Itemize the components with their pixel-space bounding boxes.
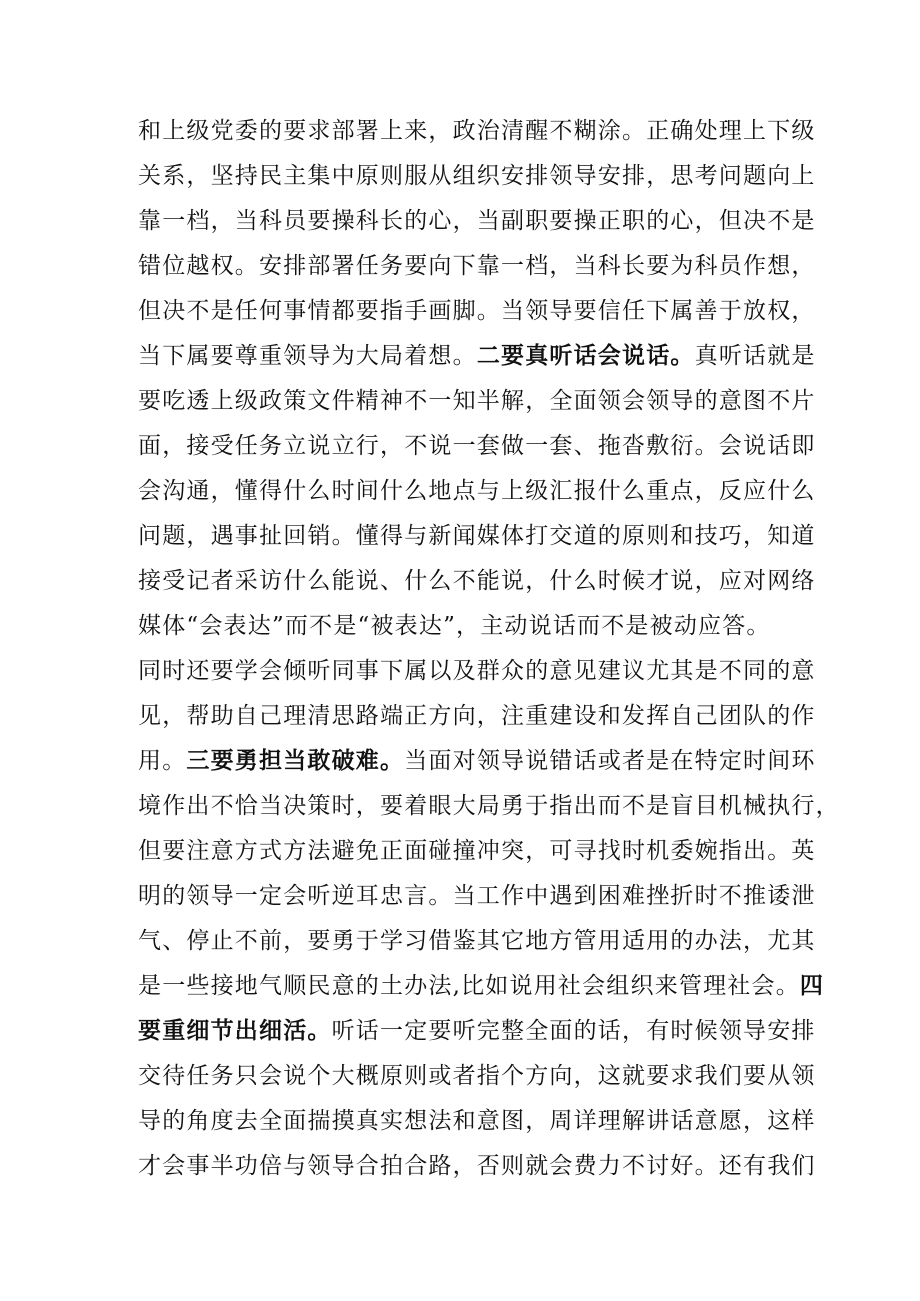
- text-line: 靠一档，当科员要操科长的心，当副职要操正职的心，但决不是: [138, 208, 816, 234]
- text-line: 见，帮助自己理清思路端正方向，注重建设和发挥自己团队的作: [138, 703, 816, 729]
- bold-heading: 二要真听话会说话。: [476, 343, 695, 369]
- text-line: [138, 1016, 816, 1046]
- text-line: 和上级党委的要求部署上来，政治清醒不糊涂。正确处理上下级: [138, 118, 816, 144]
- text-line: [138, 971, 825, 1001]
- text-line: 会沟通，懂得什么时间什么地点与上级汇报什么重点，反应什么: [138, 478, 816, 504]
- text-line: 交待任务只会说个大概原则或者指个方向，这就要求我们要从领: [138, 1063, 816, 1089]
- bold-heading: 要重细节出细活。: [138, 1018, 332, 1044]
- text-line: [138, 341, 816, 371]
- text-span: 是一些接地气顺民意的土办法,比如说用社会组织来管理社会。: [138, 973, 800, 999]
- text-span: 当下属要尊重领导为大局着想。: [138, 343, 477, 369]
- text-line: 导的角度去全面揣摸真实想法和意图，周详理解讲话意愿，这样: [138, 1108, 816, 1134]
- text-line: 同时还要学会倾听同事下属以及群众的意见建议尤其是不同的意: [138, 658, 816, 684]
- text-line: 问题，遇事扯回销。懂得与新闻媒体打交道的原则和技巧，知道: [138, 523, 816, 549]
- text-line: 关系，坚持民主集中原则服从组织安排领导安排，思考问题向上: [138, 163, 816, 189]
- text-line: 气、停止不前，要勇于学习借鉴其它地方管用适用的办法，尤其: [138, 928, 816, 954]
- text-line: 但决不是任何事情都要指手画脚。当领导要信任下属善于放权，: [138, 298, 816, 324]
- text-line: [138, 746, 816, 776]
- text-line: 媒体“会表达”而不是“被表达”，主动说话而不是被动应答。: [138, 613, 771, 639]
- text-line: 接受记者采访什么能说、什么不能说，什么时候才说，应对网络: [138, 568, 816, 594]
- text-span: 听话一定要听完整全面的话，有时候领导安排: [331, 1018, 816, 1044]
- text-line: 但要注意方式方法避免正面碰撞冲突，可寻找时机委婉指出。英: [138, 838, 816, 864]
- text-span: 当面对领导说错话或者是在特定时间环: [404, 748, 816, 774]
- text-line: 境作出不恰当决策时，要着眼大局勇于指出而不是盲目机械执行，: [138, 793, 840, 819]
- text-span: 用。: [138, 748, 187, 774]
- bold-heading: 三要勇担当敢破难。: [186, 748, 405, 774]
- text-line: 才会事半功倍与领导合拍合路，否则就会费力不讨好。还有我们: [138, 1153, 816, 1179]
- text-line: 要吃透上级政策文件精神不一知半解，全面领会领导的意图不片: [138, 388, 816, 414]
- text-line: 明的领导一定会听逆耳忠言。当工作中遇到困难挫折时不推诿泄: [138, 883, 816, 909]
- bold-heading: 四: [799, 973, 825, 999]
- text-line: 错位越权。安排部署任务要向下靠一档，当科长要为科员作想，: [138, 253, 816, 279]
- text-line: 面，接受任务立说立行，不说一套做一套、拖沓敷衍。会说话即: [138, 433, 816, 459]
- text-span: 真听话就是: [694, 343, 816, 369]
